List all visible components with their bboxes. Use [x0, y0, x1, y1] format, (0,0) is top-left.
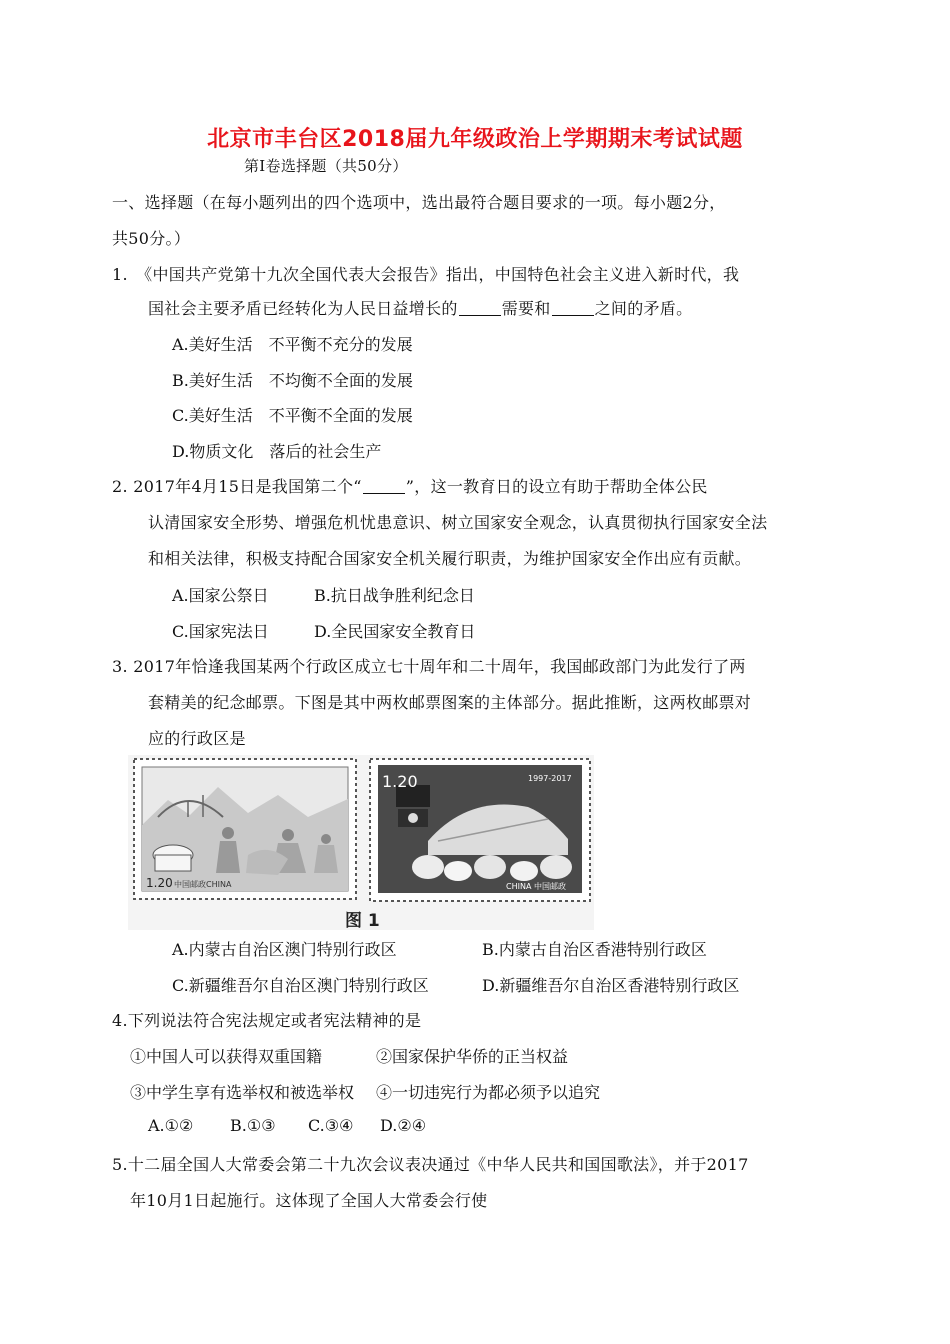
q2-stem-text-b: ”，这一教育日的设立有助于帮助全体公民	[405, 477, 708, 496]
q5-stem-line-1: 5.十二届全国人大常委会第二十九次会议表决通过《中华人民共和国国歌法》，并于2017	[112, 1155, 749, 1174]
page-title: 北京市丰台区2018届九年级政治上学期期末考试试题	[207, 127, 743, 152]
instruction-line-1: 一、选择题（在每小题列出的四个选项中，选出最符合题目要求的一项。每小题2分，	[112, 193, 726, 212]
q2-option-c[interactable]: C.国家宪法日	[172, 622, 269, 641]
stamp2-years: 1997-2017	[528, 774, 572, 783]
stamp-inner-mongolia	[134, 759, 356, 899]
q2-option-b[interactable]: B.抗日战争胜利纪念日	[314, 586, 475, 605]
q3-option-b[interactable]: B.内蒙古自治区香港特别行政区	[482, 940, 707, 959]
q1-blank-1	[459, 314, 501, 316]
q2-stem-text-a: 2. 2017年4月15日是我国第二个“	[112, 477, 362, 496]
q1-option-b[interactable]: B.美好生活 不均衡不全面的发展	[172, 371, 413, 390]
figure-caption: 图 1	[345, 911, 380, 931]
q3-option-a[interactable]: A.内蒙古自治区澳门特别行政区	[172, 940, 397, 959]
q1-stem-text-a: 国社会主要矛盾已经转化为人民日益增长的	[148, 299, 458, 318]
q2-stem-line-3: 和相关法律，积极支持配合国家安全机关履行职责，为维护国家安全作出应有贡献。	[148, 549, 752, 568]
figure-1-stamps	[128, 755, 594, 930]
q2-option-a[interactable]: A.国家公祭日	[172, 586, 269, 605]
section-header: 第Ⅰ卷选择题（共50分）	[244, 157, 408, 175]
q1-option-c[interactable]: C.美好生活 不平衡不全面的发展	[172, 406, 413, 425]
q1-stem-line-1: 1. 《中国共产党第十九次全国代表大会报告》指出，中国特色社会主义进入新时代，我	[112, 265, 740, 284]
q4-statement-3: ③中学生享有选举权和被选举权	[130, 1083, 355, 1102]
q4-option-b[interactable]: B.①③	[230, 1116, 276, 1135]
q4-statement-2: ②国家保护华侨的正当权益	[376, 1047, 569, 1066]
q3-stem-line-1: 3. 2017年恰逢我国某两个行政区成立七十周年和二十周年，我国邮政部门为此发行了两	[112, 657, 746, 676]
q1-stem-text-c: 之间的矛盾。	[594, 299, 693, 318]
q3-option-c[interactable]: C.新疆维吾尔自治区澳门特别行政区	[172, 976, 429, 995]
q1-option-a[interactable]: A.美好生活 不平衡不充分的发展	[172, 335, 413, 354]
q5-stem-line-2: 年10月1日起施行。这体现了全国人大常委会行使	[130, 1191, 488, 1210]
stamp1-issuer: 中国邮政CHINA	[174, 880, 232, 889]
stamp1-value: 1.20	[146, 876, 173, 890]
q4-statement-4: ④一切违宪行为都必须予以追究	[376, 1083, 601, 1102]
q1-option-d[interactable]: D.物质文化 落后的社会生产	[172, 442, 382, 461]
q4-stem: 4.下列说法符合宪法规定或者宪法精神的是	[112, 1011, 422, 1030]
q3-stem-line-2: 套精美的纪念邮票。下图是其中两枚邮票图案的主体部分。据此推断，这两枚邮票对	[148, 693, 752, 712]
q4-option-d[interactable]: D.②④	[380, 1116, 427, 1135]
q1-stem-line-2	[148, 296, 692, 319]
q1-blank-2	[552, 314, 594, 316]
instruction-line-2: 共50分。）	[112, 229, 191, 248]
stamps-illustration	[128, 755, 594, 930]
stamp-hong-kong	[370, 759, 590, 901]
q1-stem-text-b: 需要和	[501, 299, 551, 318]
q2-stem-line-1	[112, 474, 708, 497]
q3-stem-line-3: 应的行政区是	[148, 729, 246, 748]
q2-stem-line-2: 认清国家安全形势、增强危机忧患意识、树立国家安全观念，认真贯彻执行国家安全法	[148, 513, 768, 532]
q4-option-c[interactable]: C.③④	[308, 1116, 354, 1135]
stamp2-value: 1.20	[382, 772, 418, 791]
q3-option-d[interactable]: D.新疆维吾尔自治区香港特别行政区	[482, 976, 740, 995]
q4-statement-1: ①中国人可以获得双重国籍	[130, 1047, 323, 1066]
stamp2-issuer: CHINA 中国邮政	[506, 882, 566, 891]
q4-option-a[interactable]: A.①②	[148, 1116, 194, 1135]
q2-option-d[interactable]: D.全民国家安全教育日	[314, 622, 476, 641]
q2-blank	[363, 492, 405, 494]
